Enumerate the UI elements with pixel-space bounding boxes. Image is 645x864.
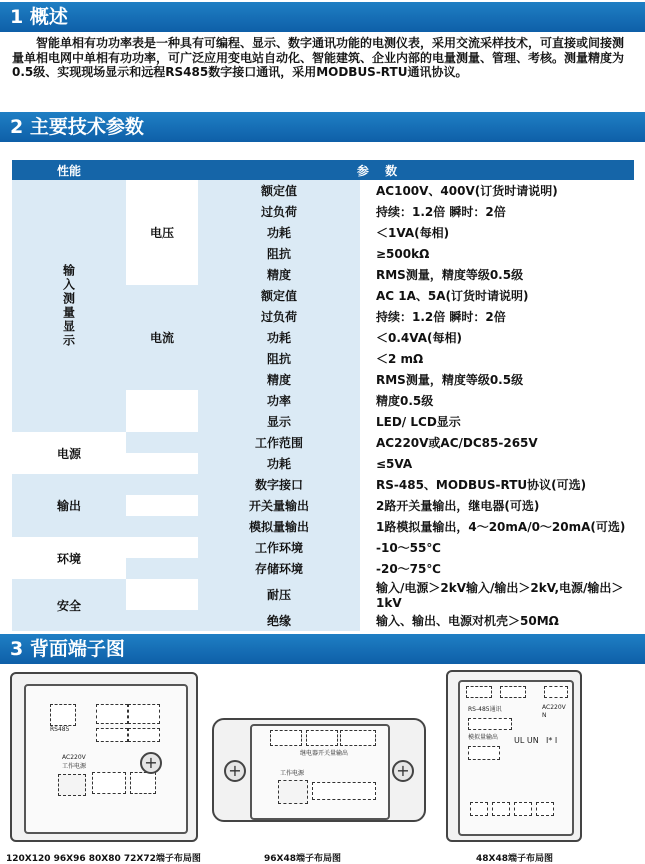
row-item: 数字接口 bbox=[198, 474, 360, 495]
row-item: 功耗 bbox=[198, 327, 360, 348]
row-value: -10～55℃ bbox=[360, 537, 634, 558]
group-safety: 安全 bbox=[12, 579, 126, 631]
ul-un-label: UL UN bbox=[514, 736, 539, 745]
row-item: 开关量输出 bbox=[198, 495, 360, 516]
row-item: 工作环境 bbox=[198, 537, 360, 558]
table-row bbox=[12, 474, 634, 495]
terminal-layout-96x48 bbox=[212, 718, 426, 822]
row-value: ＜1VA(每相) bbox=[360, 222, 634, 243]
group-power-supply: 电源 bbox=[12, 432, 126, 474]
terminal-block bbox=[468, 746, 500, 760]
terminal-block bbox=[128, 728, 160, 742]
terminal-block bbox=[92, 772, 126, 794]
row-value: 持续：1.2倍 瞬时：2倍 bbox=[360, 306, 634, 327]
screw-icon bbox=[140, 752, 162, 774]
row-item: 额定值 bbox=[198, 285, 360, 306]
row-value: 输入、输出、电源对机壳＞50MΩ bbox=[360, 610, 634, 631]
rs485-label: RS485 bbox=[50, 726, 70, 733]
row-value: RMS测量，精度等级0.5级 bbox=[360, 264, 634, 285]
table-row bbox=[12, 432, 634, 453]
row-value: 输入/电源＞2kV输入/输出＞2kV,电源/输出＞1kV bbox=[360, 579, 634, 610]
terminal-block bbox=[500, 686, 526, 698]
terminal-block bbox=[544, 686, 568, 698]
terminal-block bbox=[312, 782, 376, 800]
terminal-block bbox=[130, 772, 156, 794]
ac220v-label: AC220V bbox=[62, 754, 86, 761]
spec-table bbox=[12, 160, 634, 631]
terminal-block bbox=[492, 802, 510, 816]
table-row bbox=[12, 579, 634, 610]
row-item: 模拟量输出 bbox=[198, 516, 360, 537]
subgroup-current: 电流 bbox=[126, 285, 198, 390]
terminal-diagrams bbox=[0, 664, 645, 863]
relay-output-label: 继电器开关量输出 bbox=[300, 750, 349, 757]
section-title-terminals: 3 背面端子图 bbox=[0, 634, 645, 664]
work-power-label: 工作电源 bbox=[280, 770, 305, 777]
row-item: 阻抗 bbox=[198, 348, 360, 369]
terminal-block bbox=[340, 730, 376, 746]
section-title-overview: 1 概述 bbox=[0, 2, 645, 32]
row-value: 1路模拟量输出，4～20mA/0～20mA(可选) bbox=[360, 516, 634, 537]
terminal-block bbox=[270, 730, 302, 746]
caption-96x48-layout: 96X48端子布局图 bbox=[264, 854, 341, 864]
subgroup-voltage: 电压 bbox=[126, 180, 198, 285]
row-item: 耐压 bbox=[198, 579, 360, 610]
row-item: 精度 bbox=[198, 369, 360, 390]
screw-icon bbox=[392, 760, 414, 782]
row-value: 精度0.5级 bbox=[360, 390, 634, 411]
group-input-measure-display bbox=[12, 180, 126, 432]
row-value: ≤5VA bbox=[360, 453, 634, 474]
row-item: 显示 bbox=[198, 411, 360, 432]
header-performance: 性能 bbox=[12, 160, 126, 180]
terminal-block bbox=[536, 802, 554, 816]
row-value: LED/ LCD显示 bbox=[360, 411, 634, 432]
row-value: ＜2 mΩ bbox=[360, 348, 634, 369]
row-value: ≥500kΩ bbox=[360, 243, 634, 264]
terminal-block bbox=[466, 686, 492, 698]
row-item: 绝缘 bbox=[198, 610, 360, 631]
row-value: 2路开关量输出，继电器(可选) bbox=[360, 495, 634, 516]
row-value: -20～75℃ bbox=[360, 558, 634, 579]
row-item: 过负荷 bbox=[198, 201, 360, 222]
row-value: 持续：1.2倍 瞬时：2倍 bbox=[360, 201, 634, 222]
row-item: 功率 bbox=[198, 390, 360, 411]
row-item: 过负荷 bbox=[198, 306, 360, 327]
row-value: RS-485、MODBUS-RTU协议(可选) bbox=[360, 474, 634, 495]
ac220v-label: AC220V bbox=[542, 704, 566, 711]
current-marks-label: I* I bbox=[546, 736, 558, 745]
row-value: ＜0.4VA(每相) bbox=[360, 327, 634, 348]
screw-icon bbox=[224, 760, 246, 782]
section-title-specs: 2 主要技术参数 bbox=[0, 112, 645, 142]
work-power-n-label: N bbox=[542, 712, 547, 719]
row-item: 功耗 bbox=[198, 453, 360, 474]
row-item: 工作范围 bbox=[198, 432, 360, 453]
group-environment: 环境 bbox=[12, 537, 126, 579]
group-output: 输出 bbox=[12, 474, 126, 537]
work-power-label: 工作电源 bbox=[62, 763, 87, 770]
terminal-block bbox=[96, 704, 128, 724]
rs485-comm-label: RS-485通讯 bbox=[468, 706, 502, 713]
row-value: AC 1A、5A(订货时请说明) bbox=[360, 285, 634, 306]
table-row bbox=[12, 537, 634, 558]
row-item: 存储环境 bbox=[198, 558, 360, 579]
terminal-block bbox=[58, 774, 86, 796]
terminal-layout-square bbox=[10, 672, 198, 842]
row-item: 精度 bbox=[198, 264, 360, 285]
caption-square-layout: 120X120 96X96 80X80 72X72端子布局图 bbox=[6, 854, 201, 864]
terminal-block bbox=[96, 728, 128, 742]
terminal-layout-48x48 bbox=[446, 670, 582, 842]
row-value: AC220V或AC/DC85-265V bbox=[360, 432, 634, 453]
row-item: 功耗 bbox=[198, 222, 360, 243]
terminal-block bbox=[50, 704, 76, 726]
row-value: AC100V、400V(订货时请说明) bbox=[360, 180, 634, 201]
header-parameters: 参 数 bbox=[126, 160, 634, 180]
table-header-row bbox=[12, 160, 634, 180]
row-item: 阻抗 bbox=[198, 243, 360, 264]
overview-paragraph: 智能单相有功功率表是一种具有可编程、显示、数字通讯功能的电测仪表，采用交流采样技术，可直接或间接测量单相电网中单相有功功率，可广泛应用变电站自动化、智能建筑、企业内部的电量测量、管理、考核。测量精度为0.5级、实现现场显示和远程RS485数字接口通讯，采用MODBUS-RTU通讯协议。 bbox=[12, 36, 625, 79]
caption-48x48-layout: 48X48端子布局图 bbox=[476, 854, 553, 864]
terminal-block bbox=[128, 704, 160, 724]
row-item: 额定值 bbox=[198, 180, 360, 201]
table-row bbox=[12, 180, 634, 201]
terminal-block bbox=[306, 730, 338, 746]
terminal-block bbox=[468, 718, 512, 730]
analog-output-label: 模拟量输出 bbox=[468, 734, 499, 741]
terminal-block bbox=[470, 802, 488, 816]
terminal-block bbox=[278, 780, 308, 804]
terminal-block bbox=[514, 802, 532, 816]
row-value: RMS测量，精度等级0.5级 bbox=[360, 369, 634, 390]
group-label: 输入测量显示 bbox=[61, 264, 76, 348]
